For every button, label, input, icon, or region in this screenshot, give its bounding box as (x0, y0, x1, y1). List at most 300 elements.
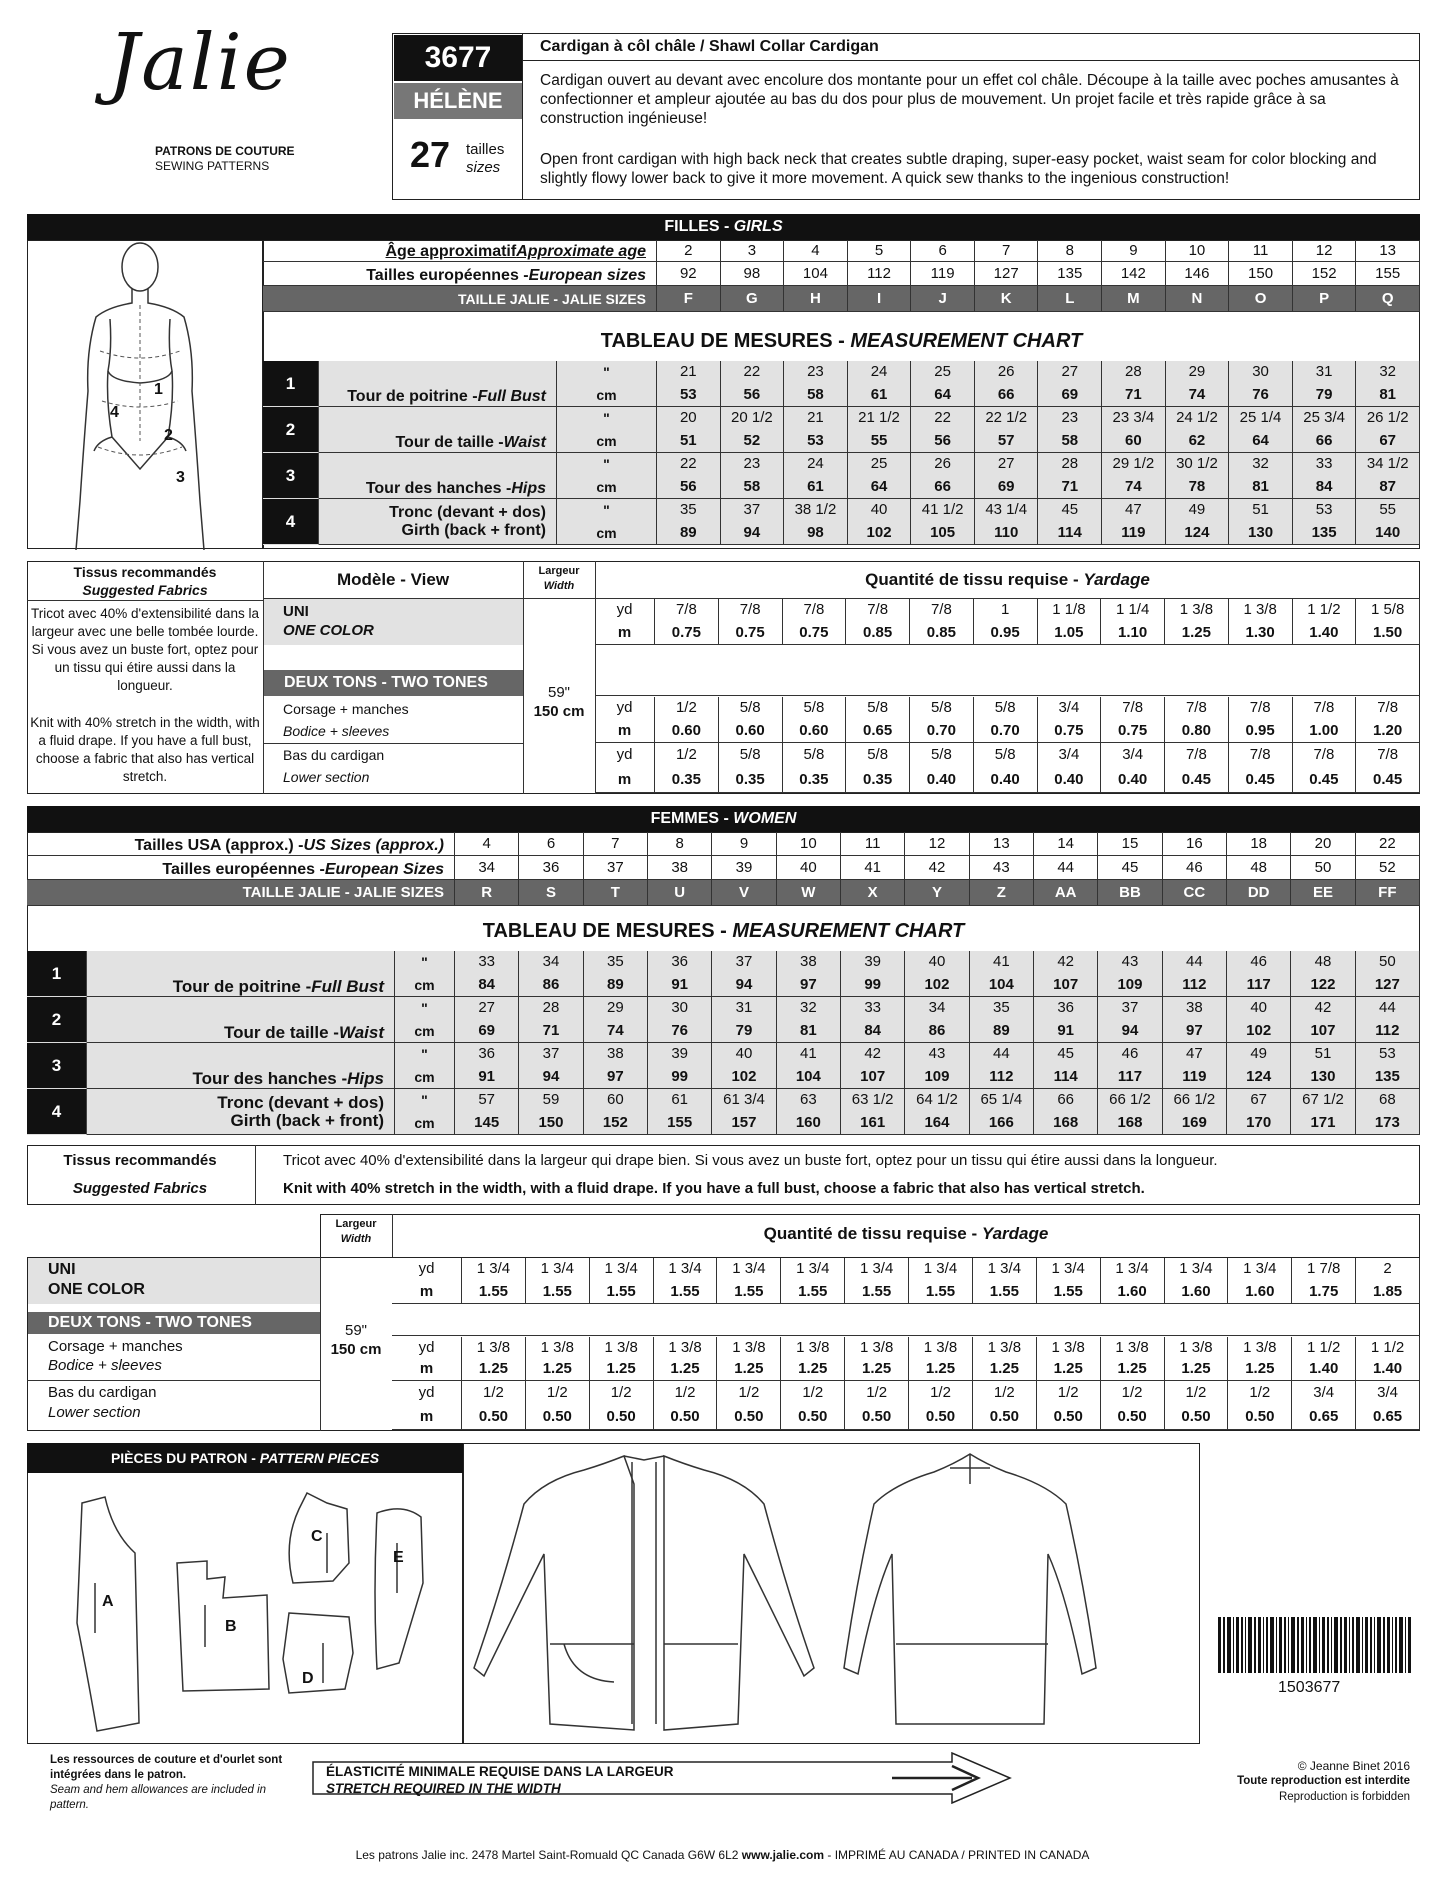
euro-cell: 44 (1034, 856, 1098, 880)
yardage-cell: 7/8 0.75 (1101, 697, 1165, 743)
measure-cell: 50 127 (1356, 951, 1420, 997)
jalie-size-cell: F (657, 286, 721, 312)
yardage-cell: 3/4 0.75 (1038, 697, 1102, 743)
sizes-fr: tailles (466, 141, 505, 158)
yardage-cell: 1 3/8 1.25 (973, 1337, 1037, 1381)
women-fabric-fr: Tricot avec 40% d'extensibilité dans la largeur qui drape bien. Si vous avez un buste fort, optez pour un tissu qui étire aussi dans la longueur. (283, 1152, 1218, 1169)
unit-cell: yd m (595, 697, 655, 743)
measure-cell: 63 160 (777, 1089, 841, 1135)
age-cell: 12 (1293, 240, 1357, 262)
sizes-en: sizes (466, 159, 501, 176)
age-cell: 3 (721, 240, 785, 262)
yardage-cell: 1/2 0.50 (1037, 1381, 1101, 1430)
yardage-cell: 1 3/4 1.60 (1101, 1258, 1165, 1304)
euro-cell: 98 (721, 262, 785, 286)
yardage-cell: 1 3/4 1.55 (717, 1258, 781, 1304)
jalie-size-cell: J (911, 286, 975, 312)
women-width-head-en: Width (340, 1233, 372, 1245)
measure-cell: 46 117 (1098, 1043, 1162, 1089)
us-size-cell: 11 (841, 832, 905, 856)
yardage-cell: 7/8 0.75 (655, 599, 719, 645)
age-cell: 9 (1102, 240, 1166, 262)
yardage-cell: 1/2 0.50 (1101, 1381, 1165, 1430)
euro-cell: 92 (657, 262, 721, 286)
age-cell: 8 (1038, 240, 1102, 262)
measure-cell: 39 99 (841, 951, 905, 997)
women-fabric-en: Knit with 40% stretch in the width, with a fluid drape. If you have a full bust, choose a fabric that also has vertical stretch. (283, 1180, 1145, 1197)
women-uni-en: ONE COLOR (48, 1281, 145, 1298)
euro-cell: 42 (905, 856, 969, 880)
pattern-name: HÉLÈNE (394, 83, 522, 119)
jalie-size-cell: R (455, 880, 519, 906)
measure-cell: 47 119 (1163, 1043, 1227, 1089)
yardage-cell: 1 3/8 1.25 (909, 1337, 973, 1381)
yardage-cell: 1 1/2 1.40 (1356, 1337, 1420, 1381)
website-link[interactable]: www.jalie.com (741, 1848, 825, 1862)
yardage-cell: 1/2 0.50 (654, 1381, 718, 1430)
us-label: Tailles USA (approx.) - US Sizes (approx.) (27, 832, 455, 856)
yardage-cell: 1 3/8 1.25 (1101, 1337, 1165, 1381)
measure-cell: 41 104 (777, 1043, 841, 1089)
jalie-size-cell: U (648, 880, 712, 906)
measure-cell: 22 56 (657, 453, 721, 499)
women-chart-title: TABLEAU DE MESURES - MEASUREMENT CHART (482, 920, 965, 942)
illustration-box (463, 1443, 1200, 1744)
piece-label-c: C (311, 1528, 323, 1545)
girls-chart-title: TABLEAU DE MESURES - MEASUREMENT CHART (600, 330, 1083, 352)
euro-cell: 112 (848, 262, 912, 286)
yardage-cell: 5/8 0.35 (783, 743, 847, 793)
measure-cell: 34 86 (905, 997, 969, 1043)
yardage-cell: 1 3/4 1.55 (462, 1258, 526, 1304)
measure-cell: 26 1/2 67 (1356, 407, 1420, 453)
view-head: Modèle - View (336, 570, 450, 589)
euro-cell: 155 (1356, 262, 1420, 286)
girls-sizes-grid (263, 240, 1420, 312)
measure-cell: 21 1/2 55 (848, 407, 912, 453)
copyright: © Jeanne Binet 2016 (1297, 1759, 1410, 1773)
measure-cell: 43 1/4 110 (975, 499, 1039, 545)
measure-label: Tour de poitrine - Full Bust (87, 951, 395, 997)
age-cell: 6 (911, 240, 975, 262)
measure-cell: 22 1/2 57 (975, 407, 1039, 453)
measure-cell: 41 104 (970, 951, 1034, 997)
us-size-cell: 10 (777, 832, 841, 856)
yardage-cell: 5/8 0.40 (974, 743, 1038, 793)
euro-cell: 46 (1163, 856, 1227, 880)
measure-cell: 65 1/4 166 (970, 1089, 1034, 1135)
us-size-cell: 12 (905, 832, 969, 856)
measure-cell: 36 91 (648, 951, 712, 997)
unit-cell: yd m (392, 1381, 462, 1430)
us-size-cell: 6 (519, 832, 583, 856)
pattern-title: Cardigan à côl châle / Shawl Collar Cardigan (540, 38, 879, 55)
women-yardage-uni (392, 1258, 1420, 1304)
women-yardage-lower (392, 1381, 1420, 1430)
jalie-size-cell: BB (1098, 880, 1162, 906)
measure-cell: 38 1/2 98 (784, 499, 848, 545)
measure-label: Tronc (devant + dos) Girth (back + front) (87, 1089, 395, 1135)
measure-cell: 41 1/2 105 (911, 499, 975, 545)
measure-cell: 27 69 (975, 453, 1039, 499)
measure-cell: 24 1/2 62 (1166, 407, 1230, 453)
jalie-size-cell: N (1166, 286, 1230, 312)
yardage-cell: 1/2 0.50 (1228, 1381, 1292, 1430)
measure-cell: 66 168 (1034, 1089, 1098, 1135)
girls-width-in: 59" (547, 684, 570, 701)
us-size-cell: 16 (1163, 832, 1227, 856)
girls-fabric-head-fr: Tissus recommandés (73, 564, 217, 580)
yardage-cell: 5/8 0.35 (846, 743, 910, 793)
age-cell: 2 (657, 240, 721, 262)
jalie-size-cell: Y (905, 880, 969, 906)
measure-cell: 42 107 (1291, 997, 1355, 1043)
logo-script: Jalie (108, 18, 292, 108)
yardage-cell: 1/2 0.50 (845, 1381, 909, 1430)
euro-cell: 48 (1227, 856, 1291, 880)
measure-cell: 61 3/4 157 (712, 1089, 776, 1135)
jalie-size-cell: FF (1356, 880, 1420, 906)
barcode-number: 1503677 (1278, 1679, 1341, 1696)
women-fabric-head-en: Suggested Fabrics (72, 1180, 208, 1197)
women-measurement-grid (27, 951, 1420, 1135)
diagram-label-1: 1 (154, 381, 163, 398)
body-figure (28, 241, 264, 550)
yardage-cell: 5/8 0.60 (783, 697, 847, 743)
age-cell: 4 (784, 240, 848, 262)
yardage-cell: 1 3/8 1.25 (717, 1337, 781, 1381)
euro-cell: 36 (519, 856, 583, 880)
yardage-cell: 1 3/8 1.25 (1165, 1337, 1229, 1381)
measure-cell: 36 91 (1034, 997, 1098, 1043)
yardage-cell: 1 1/8 1.05 (1038, 599, 1102, 645)
yardage-cell: 3/4 0.65 (1292, 1381, 1356, 1430)
yardage-cell: 5/8 0.60 (719, 697, 783, 743)
yardage-cell: 1 3/8 1.25 (1228, 1337, 1292, 1381)
piece-label-d: D (302, 1670, 314, 1687)
measure-cell: 40 102 (905, 951, 969, 997)
measure-cell: 38 97 (584, 1043, 648, 1089)
measure-cell: 45 114 (1038, 499, 1102, 545)
girls-fabric-fr: Tricot avec 40% d'extensibilité dans la largeur avec une belle tombée lourde. Si vous avez un buste fort, optez pour un tissu qui étire aussi dans la longueur. (31, 606, 259, 693)
women-width-head-fr: Largeur (335, 1218, 377, 1230)
yardage-cell: 1 3/4 1.55 (526, 1258, 590, 1304)
measure-cell: 60 152 (584, 1089, 648, 1135)
rights-fr: Toute reproduction est interdite (1237, 1775, 1410, 1787)
yardage-cell: 1 3/4 1.55 (654, 1258, 718, 1304)
yardage-cell: 1/2 0.50 (717, 1381, 781, 1430)
measure-cell: 30 76 (648, 997, 712, 1043)
measure-cell: 61 155 (648, 1089, 712, 1135)
description-en: Open front cardigan with high back neck that creates subtle draping, super-easy pocket, waist seam for color blocking and slightly flowy lower back to give it more movement. A quick sew thanks to the ingenious construction! (540, 151, 1377, 187)
measure-cell: 39 99 (648, 1043, 712, 1089)
euro-label: Tailles européennes - European Sizes (27, 856, 455, 880)
jalie-size-cell: Z (970, 880, 1034, 906)
measure-cell: 28 71 (519, 997, 583, 1043)
measure-cell: 63 1/2 161 (841, 1089, 905, 1135)
us-size-cell: 4 (455, 832, 519, 856)
euro-cell: 127 (975, 262, 1039, 286)
measure-cell: 24 61 (784, 453, 848, 499)
yardage-cell: 5/8 0.65 (846, 697, 910, 743)
euro-cell: 41 (841, 856, 905, 880)
age-cell: 10 (1166, 240, 1230, 262)
measure-cell: 20 1/2 52 (721, 407, 785, 453)
measure-label: Tour des hanches - Hips (87, 1043, 395, 1089)
measure-cell: 38 97 (1163, 997, 1227, 1043)
women-uni-fr: UNI (48, 1261, 76, 1278)
jalie-size-cell: DD (1227, 880, 1291, 906)
yardage-cell: 1 3/8 1.25 (526, 1337, 590, 1381)
unit-cell: " cm (557, 453, 657, 499)
women-lower-en: Lower section (48, 1404, 141, 1421)
measure-cell: 35 89 (584, 951, 648, 997)
euro-cell: 40 (777, 856, 841, 880)
yardage-cell: 1/2 0.50 (1165, 1381, 1229, 1430)
measure-cell: 23 58 (1038, 407, 1102, 453)
pattern-pieces-header: PIÈCES DU PATRON - PATTERN PIECES (27, 1443, 463, 1473)
jalie-size-cell: T (584, 880, 648, 906)
measure-cell: 21 53 (784, 407, 848, 453)
pattern-pieces-drawing (27, 1473, 463, 1743)
jalie-size-cell: H (784, 286, 848, 312)
us-size-cell: 9 (712, 832, 776, 856)
measure-cell: 46 117 (1227, 951, 1291, 997)
yardage-cell: 7/8 0.45 (1356, 743, 1420, 793)
measure-cell: 30 76 (1229, 361, 1293, 407)
yardage-cell: 7/8 0.75 (783, 599, 847, 645)
measure-cell: 24 61 (848, 361, 912, 407)
euro-cell: 52 (1356, 856, 1420, 880)
measure-cell: 29 74 (584, 997, 648, 1043)
yardage-cell: 1 3/4 1.55 (781, 1258, 845, 1304)
measure-cell: 32 81 (777, 997, 841, 1043)
us-size-cell: 18 (1227, 832, 1291, 856)
euro-cell: 146 (1166, 262, 1230, 286)
jalie-size-cell: Q (1356, 286, 1420, 312)
girls-uni-fr: UNI (283, 603, 309, 620)
yardage-cell: 1 3/8 1.25 (590, 1337, 654, 1381)
age-label: Âge approximatif Approximate age (263, 240, 657, 262)
measure-cell: 57 145 (455, 1089, 519, 1135)
measure-cell: 32 81 (1229, 453, 1293, 499)
measure-cell: 25 64 (911, 361, 975, 407)
us-size-cell: 15 (1098, 832, 1162, 856)
row-number: 3 (27, 1043, 87, 1089)
women-yardage-bodice (392, 1337, 1420, 1381)
jalie-size-cell: L (1038, 286, 1102, 312)
row-number: 2 (263, 407, 319, 453)
sizes-count: 27 (410, 134, 451, 175)
measure-label: Tour de taille - Waist (319, 407, 557, 453)
measure-cell: 23 58 (784, 361, 848, 407)
row-number: 1 (263, 361, 319, 407)
yardage-cell: 1 1/2 1.40 (1292, 1337, 1356, 1381)
row-number: 4 (263, 499, 319, 545)
measure-cell: 40 102 (1227, 997, 1291, 1043)
yardage-cell: 1/2 0.60 (655, 697, 719, 743)
us-size-cell: 7 (584, 832, 648, 856)
measure-cell: 32 81 (1356, 361, 1420, 407)
jalie-size-cell: AA (1034, 880, 1098, 906)
yardage-cell: 7/8 0.45 (1165, 743, 1229, 793)
yardage-cell: 7/8 0.85 (846, 599, 910, 645)
measure-cell: 30 1/2 78 (1166, 453, 1230, 499)
women-two-tones: DEUX TONS - TWO TONES (28, 1312, 320, 1334)
diagram-label-4: 4 (110, 404, 119, 421)
measure-cell: 33 84 (841, 997, 905, 1043)
euro-cell: 150 (1229, 262, 1293, 286)
euro-cell: 45 (1098, 856, 1162, 880)
yardage-cell: 1 1/2 1.40 (1293, 599, 1357, 645)
women-fabric-head-fr: Tissus recommandés (63, 1152, 217, 1169)
us-size-cell: 20 (1291, 832, 1355, 856)
jalie-size-cell: G (721, 286, 785, 312)
yardage-cell: 5/8 0.70 (910, 697, 974, 743)
yardage-cell: 3/4 0.40 (1038, 743, 1102, 793)
age-cell: 7 (975, 240, 1039, 262)
measure-cell: 34 1/2 87 (1356, 453, 1420, 499)
piece-label-b: B (225, 1618, 237, 1635)
measure-cell: 29 1/2 74 (1102, 453, 1166, 499)
measure-cell: 59 150 (519, 1089, 583, 1135)
yardage-cell: 1 3/4 1.55 (845, 1258, 909, 1304)
measure-cell: 28 71 (1038, 453, 1102, 499)
women-header: FEMMES - WOMEN (27, 806, 1420, 832)
yardage-cell: 7/8 0.45 (1293, 743, 1357, 793)
measure-cell: 67 1/2 171 (1291, 1089, 1355, 1135)
girls-two-tones: DEUX TONS - TWO TONES (264, 670, 523, 696)
yardage-cell: 1 5/8 1.50 (1356, 599, 1420, 645)
measure-cell: 38 97 (777, 951, 841, 997)
girls-fabric-head-en: Suggested Fabrics (82, 582, 208, 598)
yardage-cell: 1/2 0.35 (655, 743, 719, 793)
measure-cell: 40 102 (848, 499, 912, 545)
measure-cell: 25 1/4 64 (1229, 407, 1293, 453)
yardage-cell: 1/2 0.50 (909, 1381, 973, 1430)
measure-cell: 44 112 (970, 1043, 1034, 1089)
measure-cell: 55 140 (1356, 499, 1420, 545)
measure-cell: 20 51 (657, 407, 721, 453)
jalie-size-cell: P (1293, 286, 1357, 312)
women-yardage-head: Quantité de tissu requise - Yardage (763, 1224, 1049, 1243)
footer: Les patrons Jalie inc. 2478 Martel Saint-Romuald QC Canada G6W 6L2 www.jalie.com - IMPRIMÉ AU CANADA / PRINTED IN CANADA (355, 1848, 1090, 1862)
yardage-cell: 7/8 0.80 (1165, 697, 1229, 743)
measure-cell: 66 1/2 168 (1098, 1089, 1162, 1135)
jalie-size-cell: K (975, 286, 1039, 312)
jalie-size-cell: EE (1291, 880, 1355, 906)
measure-label: Tour des hanches - Hips (319, 453, 557, 499)
measure-cell: 37 94 (519, 1043, 583, 1089)
girls-bodice-en: Bodice + sleeves (283, 723, 390, 739)
pattern-number: 3677 (394, 35, 522, 81)
allowance-en: Seam and hem allowances are included in pattern. (50, 1784, 267, 1811)
yardage-cell: 1 0.95 (974, 599, 1038, 645)
yardage-cell: 1/2 0.50 (781, 1381, 845, 1430)
euro-cell: 104 (784, 262, 848, 286)
yardage-cell: 1 3/4 1.60 (1228, 1258, 1292, 1304)
jalie-size-cell: M (1102, 286, 1166, 312)
measure-cell: 22 56 (911, 407, 975, 453)
women-width-in: 59" (344, 1322, 367, 1339)
logo-line2: SEWING PATTERNS (155, 159, 270, 173)
diagram-label-3: 3 (176, 469, 185, 486)
measure-cell: 37 94 (1098, 997, 1162, 1043)
width-head-en: Width (543, 580, 575, 592)
measure-cell: 35 89 (970, 997, 1034, 1043)
unit-cell: yd m (595, 599, 655, 645)
age-cell: 13 (1356, 240, 1420, 262)
yardage-cell: 3/4 0.65 (1356, 1381, 1420, 1430)
measure-label: Tour de poitrine - Full Bust (319, 361, 557, 407)
measure-cell: 25 64 (848, 453, 912, 499)
measure-cell: 26 66 (975, 361, 1039, 407)
yardage-cell: 1 3/8 1.25 (781, 1337, 845, 1381)
yardage-cell: 1 3/8 1.25 (654, 1337, 718, 1381)
row-number: 3 (263, 453, 319, 499)
measure-cell: 28 71 (1102, 361, 1166, 407)
yardage-cell: 1/2 0.50 (973, 1381, 1037, 1430)
unit-cell: " cm (557, 499, 657, 545)
euro-cell: 34 (455, 856, 519, 880)
measure-cell: 44 112 (1163, 951, 1227, 997)
euro-label: Tailles européennes - European sizes (263, 262, 657, 286)
unit-cell: " cm (395, 997, 455, 1043)
yardage-cell: 1 3/8 1.30 (1229, 599, 1293, 645)
measure-cell: 43 109 (905, 1043, 969, 1089)
rights-en: Reproduction is forbidden (1278, 1791, 1410, 1803)
girls-bodice-fr: Corsage + manches (283, 701, 409, 717)
euro-cell: 142 (1102, 262, 1166, 286)
measure-cell: 40 102 (712, 1043, 776, 1089)
measure-cell: 23 58 (721, 453, 785, 499)
measure-cell: 34 86 (519, 951, 583, 997)
measure-cell: 42 107 (841, 1043, 905, 1089)
measure-cell: 68 173 (1356, 1089, 1420, 1135)
jalie-size-cell: X (841, 880, 905, 906)
girls-measurement-grid (263, 361, 1420, 545)
girls-yardage-lower (595, 743, 1420, 793)
yardage-head: Quantité de tissu requise - Yardage (865, 570, 1150, 589)
measure-cell: 37 94 (721, 499, 785, 545)
age-cell: 11 (1229, 240, 1293, 262)
yardage-cell: 7/8 0.45 (1229, 743, 1293, 793)
us-size-cell: 22 (1356, 832, 1420, 856)
measure-cell: 33 84 (1293, 453, 1357, 499)
yardage-cell: 1 3/4 1.55 (1037, 1258, 1101, 1304)
measure-cell: 22 56 (721, 361, 785, 407)
euro-cell: 37 (584, 856, 648, 880)
jalie-size-cell: W (777, 880, 841, 906)
euro-cell: 38 (648, 856, 712, 880)
girls-fabric-en: Knit with 40% stretch in the width, with a fluid drape. If you have a full bust, choose a fabric that also has vertical stretch. (30, 715, 260, 784)
measure-cell: 27 69 (1038, 361, 1102, 407)
measure-label: Tronc (devant + dos) Girth (back + front) (319, 499, 557, 545)
measure-cell: 44 112 (1356, 997, 1420, 1043)
yardage-cell: 1/2 0.50 (590, 1381, 654, 1430)
girls-width-cm: 150 cm (533, 703, 585, 720)
measure-cell: 35 89 (657, 499, 721, 545)
diagram-label-2: 2 (164, 427, 173, 444)
measure-cell: 31 79 (1293, 361, 1357, 407)
us-size-cell: 13 (970, 832, 1034, 856)
girls-diagram-box (27, 240, 263, 549)
yardage-cell: 1 3/8 1.25 (462, 1337, 526, 1381)
piece-label-a: A (102, 1593, 114, 1610)
measure-cell: 37 94 (712, 951, 776, 997)
women-width-cm: 150 cm (330, 1341, 382, 1358)
measure-cell: 51 130 (1229, 499, 1293, 545)
